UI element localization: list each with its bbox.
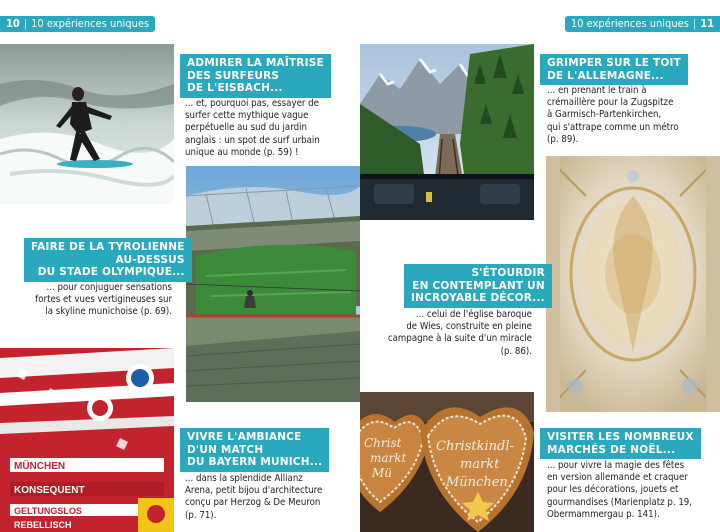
zugspitze-text-line: ... en prenant le train à	[547, 85, 647, 96]
tyrolienne-text-line: fortes et vues vertigineuses sur	[35, 294, 172, 306]
surf-text-line: ... et, pourquoi pas, essayer de	[185, 98, 319, 109]
bayern-heading-line: VIVRE L'AMBIANCE	[187, 431, 302, 443]
wies-heading-line: S'ÉTOURDIR	[471, 267, 545, 279]
bayern-heading-line: DU BAYERN MUNICH...	[187, 456, 323, 468]
zugspitze-text-line: crémaillère pour la Zugspitze	[547, 97, 674, 109]
zugspitze-text-line: (p. 89).	[547, 133, 579, 145]
page-tab-left	[0, 16, 155, 32]
surf-text-line: surfer cette mythique vague	[185, 110, 309, 122]
marches-text-line: pour les décorations, jouets et	[547, 484, 679, 496]
tab-separator: |	[692, 17, 697, 30]
surf-text-line: unique au monde (p. 59) !	[185, 146, 299, 158]
heart-text: Mü	[372, 466, 393, 480]
zugspitze-text-line: à Garmisch-Partenkirchen,	[547, 109, 662, 121]
heart-text: markt	[370, 451, 407, 465]
marches-heading	[540, 428, 701, 459]
surf-heading-line: ADMIRER LA MAÎTRISE	[187, 57, 324, 69]
marches-text-line: gourmandises (Marienplatz p. 19,	[547, 496, 693, 508]
bayern-heading-line: D'UN MATCH	[187, 443, 264, 456]
heart-text: Christkindl-	[436, 439, 514, 454]
marches-text-line: en version allemande et craquer	[547, 472, 688, 484]
tyrolienne-text	[35, 282, 172, 319]
wies-text-line: campagne à la suite d'un miracle	[387, 333, 532, 345]
bayern-text-line: conçu par Herzog & De Meuron	[185, 497, 321, 509]
zugspitze-text-line: qui s'attrape comme un métro	[547, 121, 679, 133]
marches-text	[547, 460, 692, 521]
bayern-text	[185, 473, 322, 522]
tyrolienne-text-line: la skyline munichoise (p. 69).	[45, 306, 172, 318]
banner-text: REBELLISCH	[14, 520, 72, 530]
zugspitze-heading-line: DE L'ALLEMAGNE...	[547, 69, 664, 82]
tyrolienne-heading-line: FAIRE DE LA TYROLIENNE	[31, 241, 185, 253]
marches-heading-line: VISITER LES NOMBREUX	[547, 431, 694, 443]
marches-text-line: ... pour vivre la magie des fêtes	[547, 460, 685, 471]
christmas-market-photo	[360, 392, 534, 532]
surf-heading	[180, 54, 331, 98]
page-running-title-right: 10 expériences uniques	[570, 17, 689, 30]
wies-text-line: de Wies, construite en pleine	[406, 321, 532, 333]
marches-text-line: Obermammergau p. 141).	[547, 508, 660, 520]
wies-text	[388, 309, 532, 358]
tyrolienne-text-line: ... pour conjuguer sensations	[46, 282, 172, 293]
surf-heading-line: DE L'EISBACH...	[187, 82, 283, 94]
banner-text: KONSEQUENT	[14, 485, 85, 496]
wies-church-photo	[546, 156, 720, 412]
zugspitze-text	[547, 85, 679, 146]
surf-heading-line: DES SURFEURS	[187, 69, 280, 82]
olympic-stadium-photo	[186, 166, 360, 402]
tyrolienne-heading-line: AU-DESSUS	[115, 253, 185, 266]
surf-text	[185, 98, 320, 159]
tyrolienne-heading-line: DU STADE OLYMPIQUE...	[37, 266, 185, 278]
zugspitze-train-photo	[360, 44, 534, 220]
surf-photo	[0, 44, 174, 204]
zugspitze-heading	[540, 54, 688, 85]
banner-text: GELTUNGSLOS	[14, 506, 82, 516]
wies-heading-line: INCROYABLE DÉCOR...	[411, 292, 545, 304]
tyrolienne-heading	[24, 238, 192, 282]
wies-heading-line: EN CONTEMPLANT UN	[412, 279, 545, 292]
page-number-left: 10	[6, 17, 20, 30]
bayern-fans-photo	[0, 348, 174, 532]
bayern-heading	[180, 428, 329, 472]
page-number-right: 11	[700, 17, 714, 30]
heart-text: München	[446, 475, 508, 490]
wies-text-line: ... celui de l'église baroque	[415, 309, 532, 320]
page-running-title-left: 10 expériences uniques	[31, 17, 150, 30]
wies-text-line: (p. 86).	[500, 345, 532, 357]
bayern-text-line: (p. 71).	[185, 509, 217, 521]
wies-heading	[404, 264, 552, 308]
heart-text: markt	[460, 457, 500, 472]
banner-text: MÜNCHEN	[14, 461, 66, 472]
zugspitze-heading-line: GRIMPER SUR LE TOIT	[547, 57, 681, 69]
bayern-text-line: Arena, petit bijou d'architecture	[185, 485, 323, 497]
marches-heading-line: MARCHÉS DE NOËL...	[547, 443, 676, 456]
bayern-text-line: ... dans la splendide Allianz	[185, 473, 303, 484]
page-tab-right	[565, 16, 720, 32]
tab-separator: |	[23, 17, 28, 30]
surf-text-line: anglais : un spot de surf urbain	[185, 134, 320, 146]
heart-text: Christ	[364, 436, 402, 450]
surf-text-line: perpétuelle au sud du jardin	[185, 122, 307, 134]
